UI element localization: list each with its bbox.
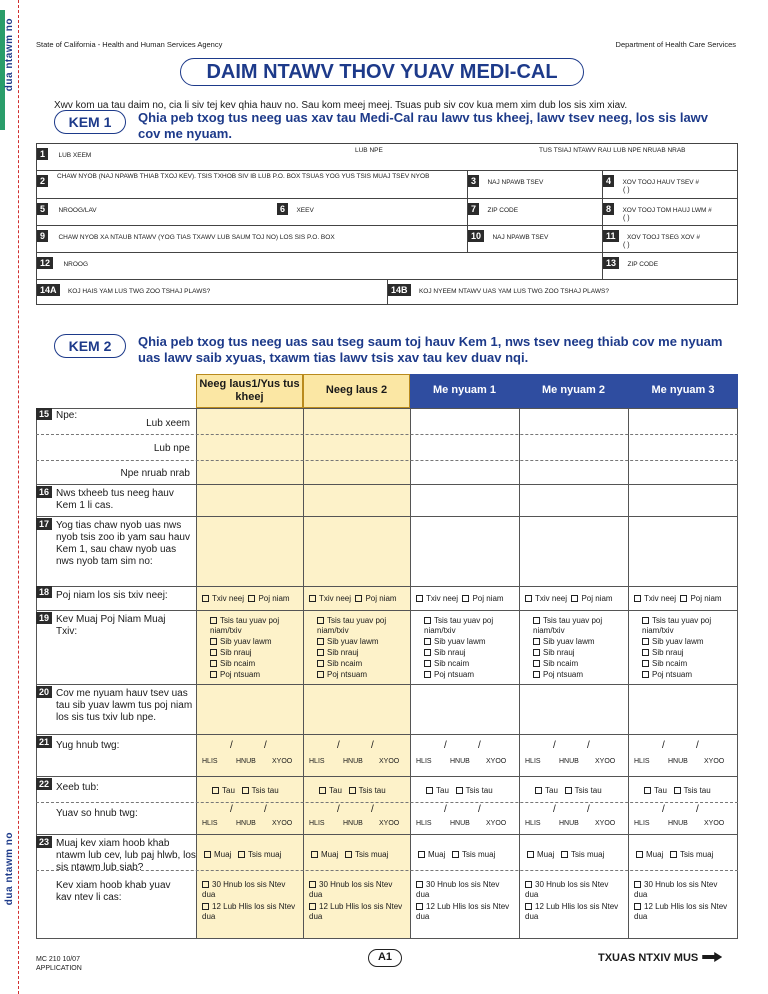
q23-label: Muaj kev xiam hoob khab ntawm lub cev, lub paj hlwb, los sis ntawm lub siab? [56,838,196,873]
question-number-22: 22 [36,778,52,790]
field-number-10: 10 [468,230,484,242]
form-title: DAIM NTAWV THOV YUAV MEDI-CAL [180,58,584,86]
q20-label: Cov me nyuam hauv tsev uas tau sib yuav lawm tus poj niam los sis tus txiv lub npe. [56,688,193,723]
q18-col5-female[interactable]: Poj niam [680,594,721,603]
field-13-label: ZIP CODE [627,261,659,268]
question-number-19: 19 [36,612,52,624]
form-type: APPLICATION [36,965,82,972]
field-1-last-label: LUB XEEM [58,152,92,159]
q19-col4-option-4[interactable]: Poj ntsuam [533,670,623,680]
checkbox-icon [424,638,431,645]
q18-col2-male[interactable]: Txiv neej [309,594,351,603]
checkbox-icon [210,638,217,645]
q19-label: Kev Muaj Poj Niam Muaj Txiv: [56,614,166,637]
checkbox-icon [204,851,211,858]
column-header-adult2: Neeg laus 2 [303,374,410,408]
checkbox-icon [634,903,641,910]
field-13-zip[interactable] [603,253,739,279]
checkbox-icon [210,660,217,667]
checkbox-icon [311,851,318,858]
field-11-message-phone[interactable] [603,226,739,252]
section-1-description: Qhia peb txog tus neeg uas xav tau Medi-Cal rau lawv tus kheej, lawv tsev neeg, los sis lawv cov me nyuam. [138,110,709,141]
q18-col3-options [416,594,504,604]
q23b-col3-30days[interactable]: 30 Hnub los sis Ntev dua [416,880,500,899]
q15-last-name-label: Lub xeem [146,418,190,429]
checkbox-icon [634,881,641,888]
checkbox-icon [424,617,431,624]
q23b-col1-12months[interactable]: 12 Lub Hlis los sis Ntev dua [202,902,296,921]
q22-col5-no[interactable]: Tsis tau [674,786,711,795]
question-number-15: 15 [36,408,52,420]
q18-col4-male[interactable]: Txiv neej [525,594,567,603]
q23b-col5-30days[interactable]: 30 Hnub los sis Ntev dua [634,880,718,899]
arrow-right-icon [702,952,722,962]
checkbox-icon [355,595,362,602]
q22-col3-no[interactable]: Tsis tau [456,786,493,795]
q22-col4-yes[interactable]: Tau [535,786,558,795]
q22-col1-options [212,786,279,796]
checkbox-icon [642,649,649,656]
field-number-7: 7 [468,203,479,215]
field-14a-spoken-language[interactable] [37,280,387,305]
q19-col1-options [210,616,300,681]
q18-col4-female[interactable]: Poj niam [571,594,612,603]
cut-label-top: dua ntawm no [4,18,15,92]
field-number-2: 2 [37,175,48,187]
field-8-work-phone[interactable] [603,199,739,225]
checkbox-icon [210,617,217,624]
checkbox-icon [642,638,649,645]
q22-col1-yes[interactable]: Tau [212,786,235,795]
q19-col3-option-1[interactable]: Sib yuav lawm [424,637,514,647]
q22-col1-no[interactable]: Tsis tau [242,786,279,795]
q22-col5-options [644,786,711,796]
q19-col1-option-3[interactable]: Sib ncaim [210,659,300,669]
q23-col4-no[interactable]: Tsis muaj [561,850,604,859]
field-number-9: 9 [37,230,48,242]
q22-col4-no[interactable]: Tsis tau [565,786,602,795]
checkbox-icon [533,671,540,678]
checkbox-icon [644,787,651,794]
q22-col3-yes[interactable]: Tau [426,786,449,795]
checkbox-icon [426,787,433,794]
q18-label: Poj niam los sis txiv neej: [56,590,168,601]
checkbox-icon [202,595,209,602]
checkbox-icon [309,881,316,888]
checkbox-icon [418,851,425,858]
checkbox-icon [533,617,540,624]
checkbox-icon [462,595,469,602]
checkbox-icon [561,851,568,858]
checkbox-icon [452,851,459,858]
field-number-12: 12 [37,257,53,269]
checkbox-icon [317,638,324,645]
checkbox-icon [642,617,649,624]
checkbox-icon [533,660,540,667]
q15-first-name-label: Lub npe [153,443,190,454]
field-4-home-phone[interactable] [603,171,739,198]
field-number-4: 4 [603,175,614,187]
q19-col2-option-2[interactable]: Sib nrauj [317,648,407,658]
checkbox-icon [642,671,649,678]
checkbox-icon [634,595,641,602]
checkbox-icon [424,660,431,667]
column-header-adult1: Neeg laus1/Yus tus kheej [196,374,303,408]
q23b-col2-12months[interactable]: 12 Lub Hlis los sis Ntev dua [309,902,403,921]
checkbox-icon [317,660,324,667]
field-6-state[interactable] [277,199,467,225]
field-4-area-code: ( ) [623,187,630,194]
field-number-3: 3 [468,175,479,187]
checkbox-icon [533,649,540,656]
field-1-middle-label: TUS TSIAJ NTAWV RAU LUB NPE NRUAB NRAB [539,147,686,154]
checkbox-icon [309,903,316,910]
section-2-description: Qhia peb txog tus neeg uas sau tseg saum toj hauv Kem 1, nws tsev neeg thiab cov me nyuam uas lawv saib xyuas, txawm tias lawv tsis xav tau kev duav nqi. [138,334,723,365]
checkbox-icon [210,671,217,678]
q19-col4-option-1[interactable]: Sib yuav lawm [533,637,623,647]
checkbox-icon [349,787,356,794]
q23-col3-options [418,850,495,860]
field-12-city[interactable] [37,253,602,279]
field-2-label: CHAW NYOB (NAJ NPAWB THIAB TXOJ KEV). TSIS TXHOB SIV IB LUB P.O. BOX TSUAS YOG YUS TSIS MUAJ TSEV NYOB [57,173,430,180]
checkbox-icon [212,787,219,794]
field-number-5: 5 [37,203,48,215]
checkbox-icon [319,787,326,794]
q19-col3-option-3[interactable]: Sib ncaim [424,659,514,669]
question-number-21: 21 [36,736,52,748]
q23b-col4-12months[interactable]: 12 Lub Hlis los sis Ntev dua [525,902,619,921]
checkbox-icon [317,671,324,678]
checkbox-icon [636,851,643,858]
q23b-label: Kev xiam hoob khab yuav kav ntev li cas: [56,880,171,903]
column-header-child2: Me nyuam 2 [519,374,628,408]
checkbox-icon [416,595,423,602]
q19-col2-option-1[interactable]: Sib yuav lawm [317,637,407,647]
q23-col2-options [311,850,388,860]
checkbox-icon [525,595,532,602]
question-number-17: 17 [36,518,52,530]
checkbox-icon [238,851,245,858]
field-14a-label: KOJ HAIS YAM LUS TWG ZOO TSHAJ PLAWS? [67,288,211,295]
q19-col1-option-0[interactable]: Tsis tau yuav poj niam/txiv [210,616,280,635]
q19-col4-options [533,616,623,681]
q23-col1-no[interactable]: Tsis muaj [238,850,281,859]
checkbox-icon [242,787,249,794]
checkbox-icon [202,903,209,910]
question-number-23: 23 [36,836,52,848]
q19-col1-option-2[interactable]: Sib nrauj [210,648,300,658]
q19-col4-option-2[interactable]: Sib nrauj [533,648,623,658]
q22-col2-options [319,786,386,796]
q21-label: Yug hnub twg: [56,740,120,751]
column-header-child3: Me nyuam 3 [628,374,738,408]
q23-col1-yes[interactable]: Muaj [204,850,231,859]
field-number-14a: 14A [37,284,60,296]
cut-label-bottom: dua ntawm no [4,832,15,906]
checkbox-icon [674,787,681,794]
q23-col2-no[interactable]: Tsis muaj [345,850,388,859]
checkbox-icon [525,881,532,888]
q17-label: Yog tias chaw nyob uas nws nyob tsis zoo ib yam sau hauv Kem 1, sau chaw nyob uas nws nyob tam sim no: [56,520,190,567]
form-number: MC 210 10/07 [36,956,80,963]
q22-col4-options [535,786,602,796]
q23b-col5-12months[interactable]: 12 Lub Hlis los sis Ntev dua [634,902,728,921]
q15-middle-name-label: Npe nruab nrab [120,468,190,479]
field-6-label: XEEV [296,207,314,214]
checkbox-icon [317,617,324,624]
q22-col3-options [426,786,493,796]
q19-col3-option-4[interactable]: Poj ntsuam [424,670,514,680]
agency-header: State of California - Health and Human Services Agency [36,40,223,49]
field-2-address[interactable] [37,171,467,198]
q18-col5-male[interactable]: Txiv neej [634,594,676,603]
field-12-label: NROOG [63,261,89,268]
q23b-col2-options [309,880,405,922]
q19-col3-options [424,616,514,681]
field-number-11: 11 [603,230,619,242]
checkbox-icon [210,649,217,656]
q22-col5-yes[interactable]: Tau [644,786,667,795]
intro-text: Xwv kom ua tau daim no, cia li siv tej kev qhia hauv no. Sau kom meej meej. Tsuas pub siv cov kua mem xim dub los sis xim xiav. [54,100,628,111]
question-number-20: 20 [36,686,52,698]
department-header: Department of Health Care Services [615,40,736,49]
q19-col5-option-4[interactable]: Poj ntsuam [642,670,732,680]
q15-label: Npe: [56,410,78,421]
q23b-col1-30days[interactable]: 30 Hnub los sis Ntev dua [202,880,286,899]
field-number-8: 8 [603,203,614,215]
q19-col4-option-3[interactable]: Sib ncaim [533,659,623,669]
q18-col1-options [202,594,290,604]
field-9-mailing-address[interactable] [37,226,467,252]
q23-col5-yes[interactable]: Muaj [636,850,663,859]
checkbox-icon [525,903,532,910]
q19-col5-options [642,616,732,681]
field-5-city[interactable] [37,199,277,225]
q23b-col2-30days[interactable]: 30 Hnub los sis Ntev dua [309,880,393,899]
q23-col2-yes[interactable]: Muaj [311,850,338,859]
field-8-area-code: ( ) [623,215,630,222]
q16-label: Nws txheeb tus neeg hauv Kem 1 li cas. [56,488,174,511]
q23b-col3-12months[interactable]: 12 Lub Hlis los sis Ntev dua [416,902,510,921]
q23b-col1-options [202,880,298,922]
q19-col5-option-0[interactable]: Tsis tau yuav poj niam/txiv [642,616,712,635]
field-8-label: XOV TOOJ TOM HAUJ LWM # [622,207,712,214]
q19-col5-option-3[interactable]: Sib ncaim [642,659,732,669]
column-header-child1: Me nyuam 1 [410,374,519,408]
q23b-col4-30days[interactable]: 30 Hnub los sis Ntev dua [525,880,609,899]
checkbox-icon [670,851,677,858]
checkbox-icon [565,787,572,794]
checkbox-icon [309,595,316,602]
field-number-1: 1 [37,148,48,160]
q19-col4-option-0[interactable]: Tsis tau yuav poj niam/txiv [533,616,603,635]
q19-col2-options [317,616,407,681]
q19-col5-option-2[interactable]: Sib nrauj [642,648,732,658]
q19-col3-option-0[interactable]: Tsis tau yuav poj niam/txiv [424,616,494,635]
checkbox-icon [202,881,209,888]
q23b-col4-options [525,880,621,922]
checkbox-icon [680,595,687,602]
field-number-14b: 14B [388,284,411,296]
applicant-info-box [36,143,738,305]
q22-label: Xeeb tub: [56,782,99,793]
field-4-label: XOV TOOJ HAUV TSEV # [622,179,700,186]
checkbox-icon [571,595,578,602]
field-9-label: CHAW NYOB XA NTAUB NTAWV (YOG TIAS TXAWV LUB SAUM TOJ NO) LOS SIS P.O. BOX [58,234,335,241]
q19-col3-option-2[interactable]: Sib nrauj [424,648,514,658]
checkbox-icon [456,787,463,794]
q18-col4-options [525,594,613,604]
q23-col5-options [636,850,713,860]
q23b-col3-options [416,880,512,922]
section-2-tag: KEM 2 [54,334,126,358]
checkbox-icon [345,851,352,858]
q18-col1-male[interactable]: Txiv neej [202,594,244,603]
field-11-label: XOV TOOJ TSEG XOV # [626,234,700,241]
field-14b-written-language[interactable] [388,280,739,305]
field-11-area-code: ( ) [623,242,630,249]
field-3-apt[interactable] [468,171,602,198]
section-1-tag: KEM 1 [54,110,126,134]
checkbox-icon [424,671,431,678]
checkbox-icon [424,649,431,656]
checkbox-icon [535,787,542,794]
continue-label [598,952,722,964]
field-3-label: NAJ NPAWB TSEV [487,179,544,186]
field-1[interactable] [37,144,739,170]
field-10-label: NAJ NPAWB TSEV [492,234,549,241]
checkbox-icon [527,851,534,858]
q19-col2-option-3[interactable]: Sib ncaim [317,659,407,669]
question-number-16: 16 [36,486,52,498]
field-14b-label: KOJ NYEEM NTAWV UAS YAM LUS TWG ZOO TSHAJ PLAWS? [418,288,609,295]
q22-col2-yes[interactable]: Tau [319,786,342,795]
q23-col1-options [204,850,281,860]
field-7-label: ZIP CODE [487,207,519,214]
q19-col5-option-1[interactable]: Sib yuav lawm [642,637,732,647]
checkbox-icon [642,660,649,667]
q19-col1-option-4[interactable]: Poj ntsuam [210,670,300,680]
q19-col2-option-0[interactable]: Tsis tau yuav poj niam/txiv [317,616,387,635]
q23-col5-no[interactable]: Tsis muaj [670,850,713,859]
field-number-13: 13 [603,257,619,269]
field-5-label: NROOG/LAV [58,207,97,214]
cut-line [18,0,19,994]
q23-col4-yes[interactable]: Muaj [527,850,554,859]
q23b-col5-options [634,880,730,922]
q23-col3-yes[interactable]: Muaj [418,850,445,859]
field-number-6: 6 [277,203,288,215]
q18-col2-female[interactable]: Poj niam [355,594,396,603]
checkbox-icon [533,638,540,645]
checkbox-icon [416,903,423,910]
q19-col1-option-1[interactable]: Sib yuav lawm [210,637,300,647]
checkbox-icon [248,595,255,602]
q22-col2-no[interactable]: Tsis tau [349,786,386,795]
q22b-label: Yuav so hnub twg: [56,808,138,819]
q18-col3-female[interactable]: Poj niam [462,594,503,603]
question-number-18: 18 [36,586,52,598]
checkbox-icon [416,881,423,888]
field-1-first-label: LUB NPE [355,147,383,154]
q18-col1-female[interactable]: Poj niam [248,594,289,603]
field-7-zip[interactable] [468,199,602,225]
q19-col2-option-4[interactable]: Poj ntsuam [317,670,407,680]
q18-col5-options [634,594,722,604]
q23-col4-options [527,850,604,860]
field-10-apt[interactable] [468,226,602,252]
q18-col2-options [309,594,397,604]
continue-text: TXUAS NTXIV MUS [598,952,699,964]
checkbox-icon [317,649,324,656]
page-number: A1 [368,949,402,967]
q23-col3-no[interactable]: Tsis muaj [452,850,495,859]
q18-col3-male[interactable]: Txiv neej [416,594,458,603]
form-id [36,955,82,973]
